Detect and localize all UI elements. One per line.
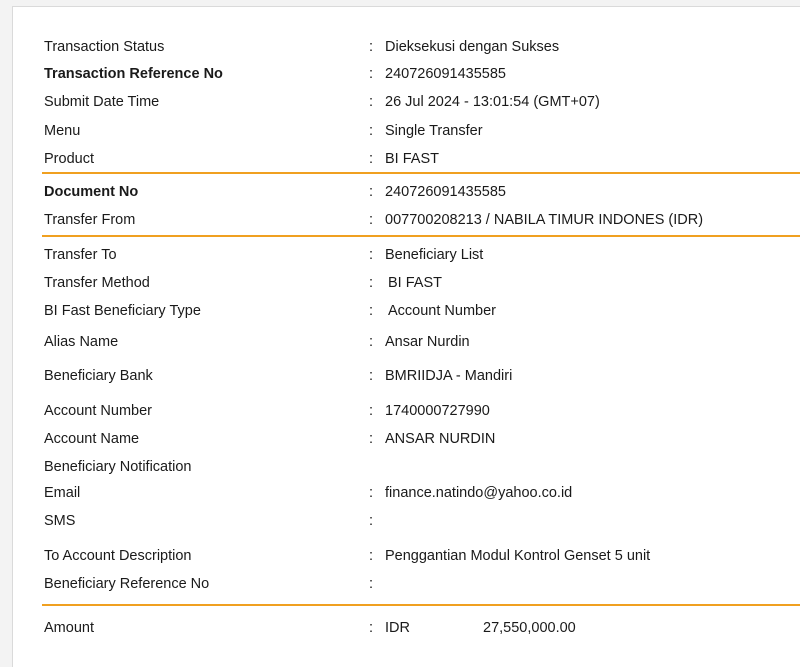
label-sms: SMS xyxy=(44,513,76,529)
row-submit-date-time xyxy=(13,91,800,113)
label-alias-name: Alias Name xyxy=(44,334,119,350)
row-product xyxy=(13,148,800,170)
colon: : xyxy=(369,431,374,447)
transaction-detail-panel xyxy=(12,6,800,667)
value-email: finance.natindo@yahoo.co.id xyxy=(385,485,573,501)
colon: : xyxy=(369,334,374,350)
label-transfer-from: Transfer From xyxy=(44,212,136,228)
value-submit-date-time: 26 Jul 2024 - 13:01:54 (GMT+07) xyxy=(385,94,600,110)
row-alias-name xyxy=(13,331,800,353)
label-transfer-to: Transfer To xyxy=(44,247,117,263)
row-beneficiary-type xyxy=(13,300,800,322)
row-transfer-method xyxy=(13,272,800,294)
value-transfer-from: 007700208213 / NABILA TIMUR INDONES (IDR) xyxy=(385,212,704,228)
value-account-number: 1740000727990 xyxy=(385,403,490,419)
colon: : xyxy=(369,275,374,291)
colon: : xyxy=(369,576,374,592)
value-document-no: 240726091435585 xyxy=(385,184,506,200)
colon: : xyxy=(369,123,374,139)
row-to-account-description xyxy=(13,545,800,567)
row-transaction-reference xyxy=(13,63,800,85)
amount-currency: IDR xyxy=(385,620,410,636)
section-divider xyxy=(42,235,800,237)
colon: : xyxy=(369,151,374,167)
colon: : xyxy=(369,94,374,110)
row-transfer-to xyxy=(13,244,800,266)
section-divider xyxy=(42,172,800,174)
label-to-account-description: To Account Description xyxy=(44,548,192,564)
row-amount xyxy=(13,617,800,639)
amount-value: 27,550,000.00 xyxy=(483,620,576,636)
colon: : xyxy=(369,303,374,319)
value-alias-name: Ansar Nurdin xyxy=(385,334,470,350)
value-account-name: ANSAR NURDIN xyxy=(385,431,496,447)
label-transaction-reference: Transaction Reference No xyxy=(44,66,223,82)
row-document-no xyxy=(13,181,800,203)
value-to-account-description: Penggantian Modul Kontrol Genset 5 unit xyxy=(385,548,651,564)
row-account-name xyxy=(13,428,800,450)
colon: : xyxy=(369,403,374,419)
row-email xyxy=(13,482,800,504)
row-beneficiary-notification xyxy=(13,456,800,478)
row-sms xyxy=(13,510,800,532)
label-document-no: Document No xyxy=(44,184,139,200)
value-transaction-status: Dieksekusi dengan Sukses xyxy=(385,39,560,55)
colon: : xyxy=(369,368,374,384)
colon: : xyxy=(369,620,374,636)
value-transaction-reference: 240726091435585 xyxy=(385,66,506,82)
value-transfer-to: Beneficiary List xyxy=(385,247,484,263)
row-menu xyxy=(13,120,800,142)
label-amount: Amount xyxy=(44,620,94,636)
colon: : xyxy=(369,66,374,82)
label-product: Product xyxy=(44,151,94,167)
colon: : xyxy=(369,184,374,200)
label-transaction-status: Transaction Status xyxy=(44,39,165,55)
value-beneficiary-type: Account Number xyxy=(388,303,496,319)
value-menu: Single Transfer xyxy=(385,123,483,139)
label-beneficiary-notification: Beneficiary Notification xyxy=(44,459,192,475)
row-beneficiary-bank xyxy=(13,365,800,387)
section-divider xyxy=(42,604,800,606)
label-email: Email xyxy=(44,485,81,501)
label-transfer-method: Transfer Method xyxy=(44,275,150,291)
colon: : xyxy=(369,513,374,529)
row-account-number xyxy=(13,400,800,422)
label-account-number: Account Number xyxy=(44,403,152,419)
value-beneficiary-bank: BMRIIDJA - Mandiri xyxy=(385,368,513,384)
label-account-name: Account Name xyxy=(44,431,140,447)
row-transaction-status xyxy=(13,36,800,58)
colon: : xyxy=(369,548,374,564)
label-submit-date-time: Submit Date Time xyxy=(44,94,160,110)
colon: : xyxy=(369,485,374,501)
value-product: BI FAST xyxy=(385,151,439,167)
label-beneficiary-bank: Beneficiary Bank xyxy=(44,368,153,384)
label-menu: Menu xyxy=(44,123,81,139)
colon: : xyxy=(369,247,374,263)
value-transfer-method: BI FAST xyxy=(388,275,442,291)
label-beneficiary-reference: Beneficiary Reference No xyxy=(44,576,210,592)
colon: : xyxy=(369,212,374,228)
label-beneficiary-type: BI Fast Beneficiary Type xyxy=(44,303,201,319)
row-transfer-from xyxy=(13,209,800,231)
row-beneficiary-reference xyxy=(13,573,800,595)
colon: : xyxy=(369,39,374,55)
